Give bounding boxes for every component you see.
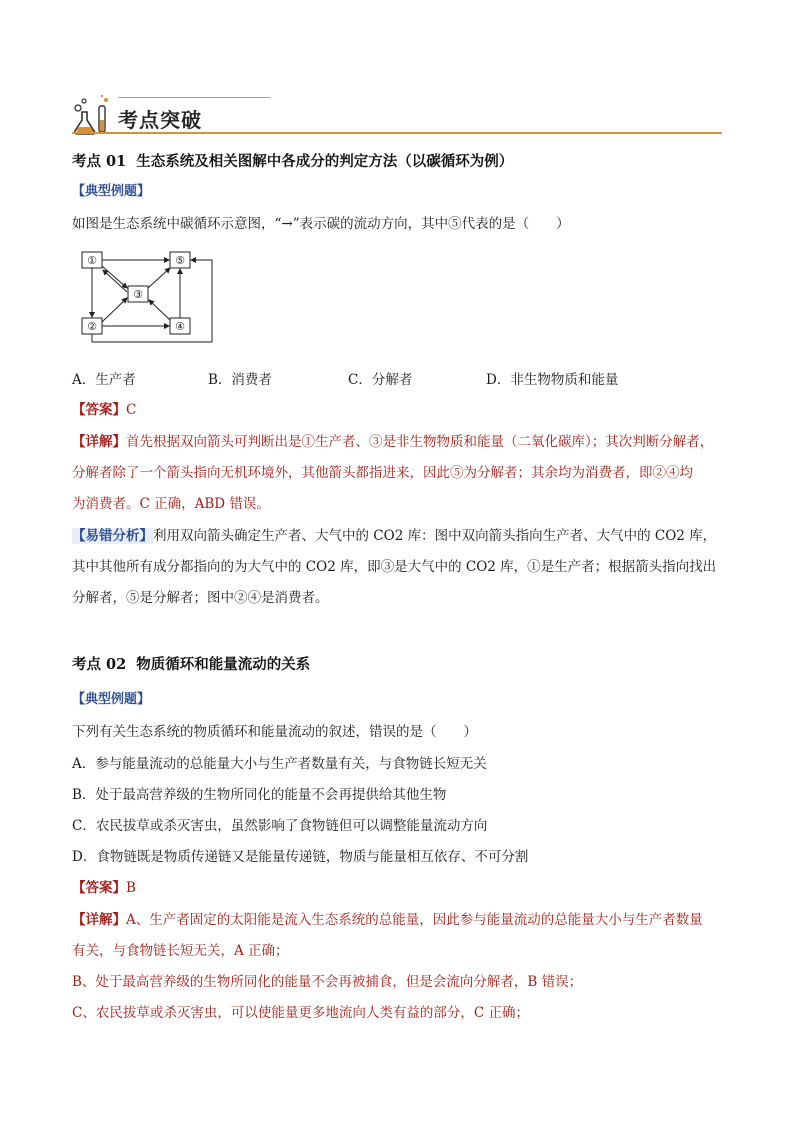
arrow-2-to-3 <box>102 298 127 322</box>
section1-option-a: A．生产者 <box>72 372 136 388</box>
section2-title: 物质循环和能量流动的关系 <box>136 656 311 673</box>
section1-detail-line1: 【详解】首先根据双向箭头可判断出是①生产者、③是非生物物质和能量（二氧化碳库）；其次判断分解者， <box>72 434 714 450</box>
section-header <box>72 92 722 136</box>
section1-answer <box>72 398 136 418</box>
detail-label: 【详解】 <box>72 434 126 450</box>
section2-answer <box>72 876 136 896</box>
header-divider <box>72 132 722 134</box>
section1-tag: 【典型例题】 <box>72 184 151 199</box>
section2-detail-line3: B、处于最高营养级的生物所同化的能量不会再被捕食，但是会流向分解者，B 错误； <box>72 974 583 990</box>
arrow-1-to-3 <box>102 266 127 288</box>
node-5-label: ⑤ <box>175 254 185 267</box>
node-1-label: ① <box>87 254 97 267</box>
analysis-label: 【易错分析】 <box>72 528 153 544</box>
section2-detail-line2: 有关，与食物链长短无关，A 正确； <box>72 943 289 959</box>
arrow-3-to-5 <box>148 268 170 288</box>
section1-detail-line3: 为消费者。C 正确，ABD 错误。 <box>72 496 270 512</box>
answer-value: C <box>126 402 137 418</box>
arrow-3-to-1 <box>103 270 127 292</box>
section2-number: 考点 02 <box>72 656 127 673</box>
section1-analysis-line3: 分解者，⑤是分解者；图中②④是消费者。 <box>72 590 329 606</box>
section2-tag: 【典型例题】 <box>72 692 151 707</box>
section2-heading <box>72 653 310 674</box>
node-2-label: ② <box>87 320 97 333</box>
answer-label: 【答案】 <box>72 880 126 896</box>
section1-analysis-line2: 其中其他所有成分都指向的为大气中的 CO2 库，即③是大气中的 CO2 库，①是生产者；根据箭头指向找出 <box>72 559 717 575</box>
section1-option-c: C．分解者 <box>348 372 413 388</box>
section2-option-b: B．处于最高营养级的生物所同化的能量不会再提供给其他生物 <box>72 787 447 803</box>
answer-value: B <box>126 880 136 896</box>
section-header-title: 考点突破 <box>118 108 202 132</box>
section2-option-c: C．农民拔草或杀灭害虫，虽然影响了食物链但可以调整能量流动方向 <box>72 818 488 834</box>
section2-option-d: D．食物链既是物质传递链又是能量传递链，物质与能量相互依存、不可分割 <box>72 849 529 865</box>
section1-option-d: D．非生物物质和能量 <box>486 372 619 388</box>
answer-label: 【答案】 <box>72 402 126 418</box>
section1-detail-line2: 分解者除了一个箭头指向无机环境外，其他箭头都指进来，因此⑤为分解者；其余均为消费者，即②④均 <box>72 465 693 481</box>
arrow-4-to-3 <box>149 300 170 320</box>
section1-analysis-line1: 【易错分析】利用双向箭头确定生产者、大气中的 CO2 库：图中双向箭头指向生产者、大气中的 CO2 库， <box>72 528 717 544</box>
section2-detail-line4: C、农民拔草或杀灭害虫，可以使能量更多地流向人类有益的部分，C 正确； <box>72 1005 529 1021</box>
section1-title: 生态系统及相关图解中各成分的判定方法（以碳循环为例） <box>136 153 514 170</box>
section1-number: 考点 01 <box>72 153 127 170</box>
section1-option-b: B．消费者 <box>208 372 272 388</box>
section2-question: 下列有关生态系统的物质循环和能量流动的叙述，错误的是（ ） <box>72 724 477 740</box>
arrow-2-to-5 <box>92 260 212 342</box>
section1-heading <box>72 150 513 171</box>
section1-question: 如图是生态系统中碳循环示意图，“→”表示碳的流动方向，其中⑤代表的是（ ） <box>72 216 570 232</box>
node-3-label: ③ <box>133 288 143 301</box>
section2-detail-line1: 【详解】A、生产者固定的太阳能是流入生态系统的总能量，因此参与能量流动的总能量大小与生产者数量 <box>72 912 703 928</box>
lab-flask-icon <box>72 92 112 136</box>
carbon-cycle-diagram <box>72 246 222 346</box>
section2-option-a: A．参与能量流动的总能量大小与生产者数量有关，与食物链长短无关 <box>72 756 487 772</box>
detail-label: 【详解】 <box>72 912 126 928</box>
node-4-label: ④ <box>175 320 185 333</box>
